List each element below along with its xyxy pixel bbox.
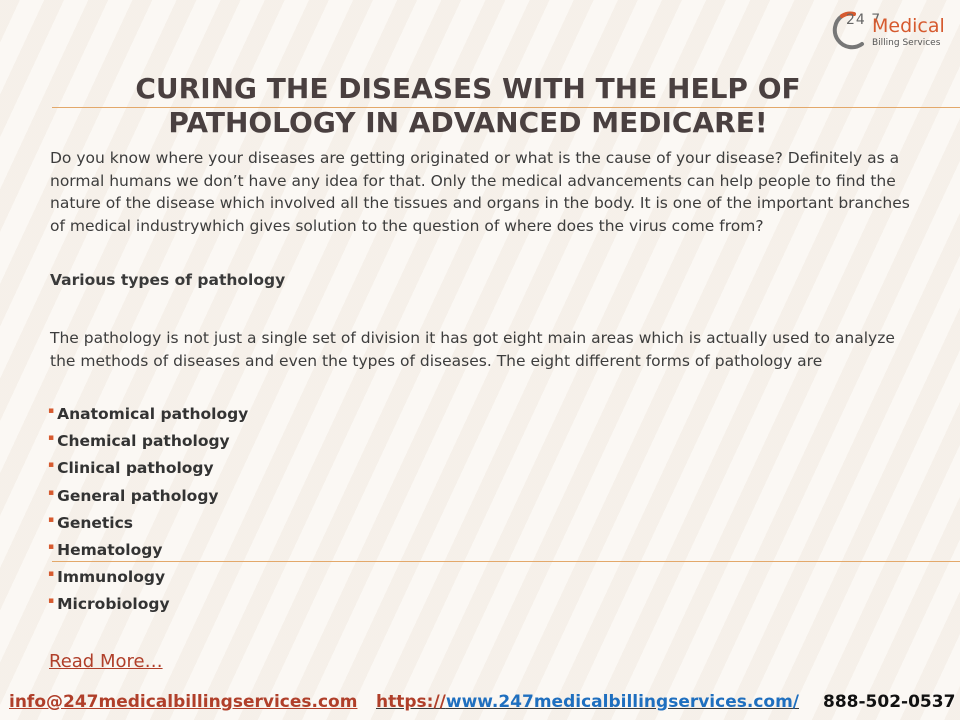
list-item-label: General pathology bbox=[57, 486, 219, 505]
list-item bbox=[48, 403, 248, 430]
email-link[interactable]: info@247medicalbillingservices.com bbox=[9, 692, 358, 712]
website-link[interactable] bbox=[376, 692, 799, 712]
bullet-icon: ▪ bbox=[48, 514, 55, 525]
list-item bbox=[48, 539, 248, 566]
intro-paragraph: Do you know where your diseases are getting originated or what is the cause of your disease? Definitely as a normal humans we don’t have any idea for that. Only the medical advancements can help people to find the nature of the disease which involved all the tissues and organs in the body. It is one of the important branches of medical industrywhich gives solution to the question of where does the virus come from? bbox=[50, 149, 910, 235]
read-more-link[interactable]: Read More… bbox=[49, 651, 163, 672]
bullet-icon: ▪ bbox=[48, 569, 55, 580]
bullet-icon: ▪ bbox=[48, 460, 55, 471]
section-heading: Various types of pathology bbox=[50, 271, 286, 289]
list-item bbox=[48, 566, 248, 593]
pathology-list bbox=[48, 403, 248, 621]
list-item-label: Immunology bbox=[57, 568, 166, 587]
list-item bbox=[48, 593, 248, 620]
list-item-label: Clinical pathology bbox=[57, 459, 214, 478]
footer bbox=[0, 692, 960, 718]
website-link-host: www.247medicalbillingservices.com/ bbox=[445, 692, 799, 712]
bullet-icon: ▪ bbox=[48, 487, 55, 498]
list-item-label: Hematology bbox=[57, 540, 163, 559]
list-item bbox=[48, 430, 248, 457]
list-item-label: Microbiology bbox=[57, 595, 170, 614]
logo-tagline: Billing Services bbox=[872, 38, 941, 48]
list-item-label: Genetics bbox=[57, 513, 134, 532]
body-paragraph: The pathology is not just a single set of division it has got eight main areas which is actually used to analyze the methods of diseases and even the types of diseases. The eight different forms of pathology are bbox=[50, 329, 895, 370]
bullet-icon: ▪ bbox=[48, 406, 55, 416]
list-item bbox=[48, 457, 248, 484]
bullet-icon: ▪ bbox=[48, 541, 55, 552]
list-item-label: Chemical pathology bbox=[57, 432, 230, 451]
website-link-scheme: https:// bbox=[376, 692, 446, 712]
list-item-label: Anatomical pathology bbox=[57, 405, 249, 423]
bullet-icon: ▪ bbox=[48, 596, 55, 607]
company-logo bbox=[832, 6, 956, 56]
phone-number: 888-502-0537 bbox=[823, 692, 956, 712]
list-item bbox=[48, 512, 248, 539]
list-item bbox=[48, 485, 248, 512]
bullet-icon: ▪ bbox=[48, 433, 55, 444]
logo-brand: Medical bbox=[872, 15, 945, 37]
page-title: CURING THE DISEASES WITH THE HELP OF PATHOLOGY IN ADVANCED MEDICARE! bbox=[135, 72, 801, 139]
section-divider bbox=[52, 561, 960, 562]
logo-number: 24 7 bbox=[846, 12, 882, 28]
